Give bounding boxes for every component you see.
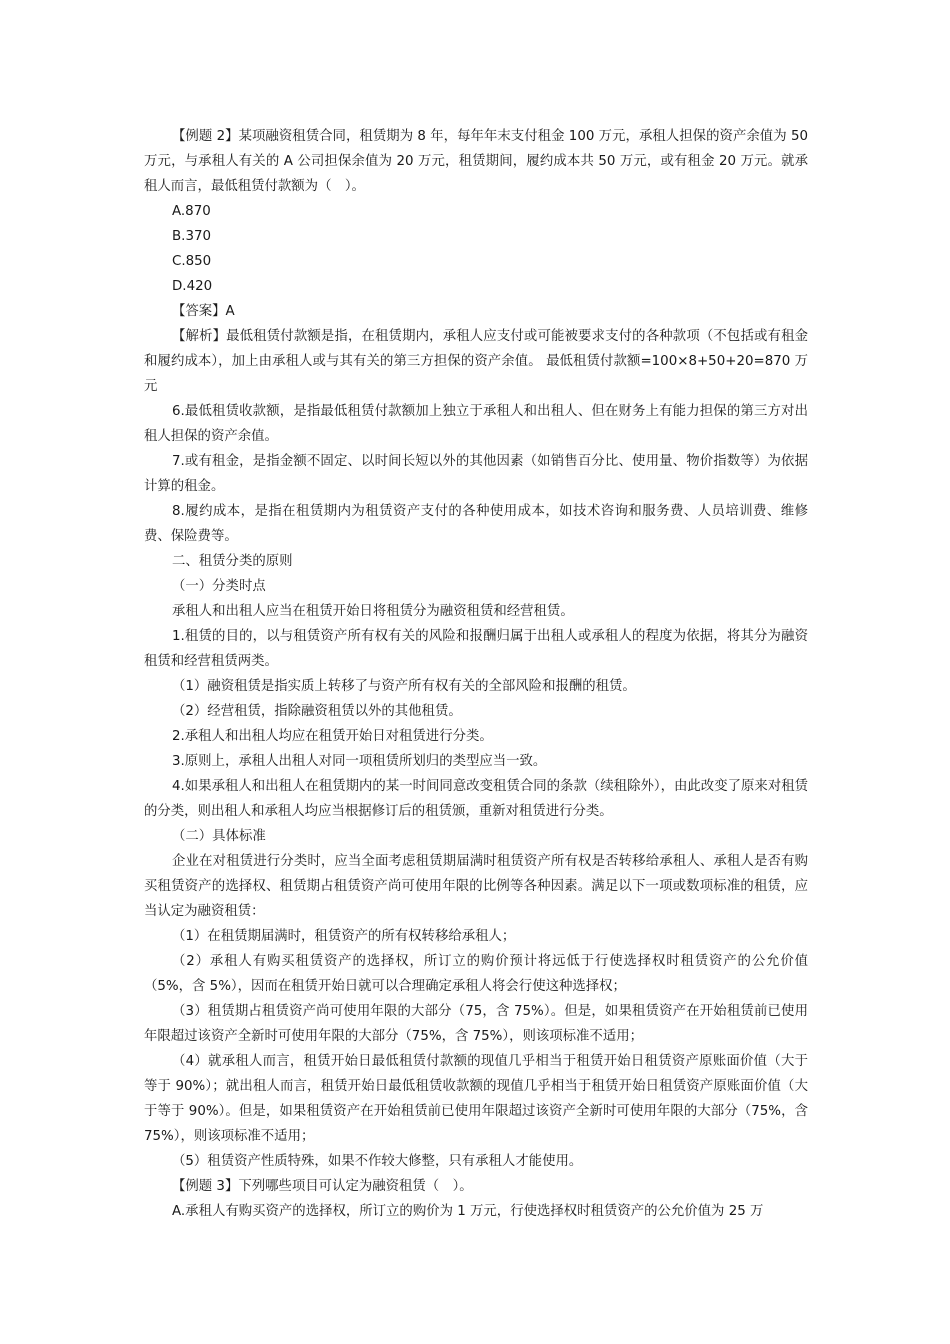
standard-2: （2）承租人有购买租赁资产的选择权，所订立的购价预计将远低于行使选择权时租赁资产的公允价值（5%，含 5%），因而在租赁开始日就可以合理确定承租人将会行使这种选择权； (144, 954, 808, 994)
definition-7: 7.或有租金，是指金额不固定、以时间长短以外的其他因素（如销售百分比、使用量、物价指数等）为依据计算的租金。 (144, 454, 808, 494)
classification-point-2: 2.承租人和出租人均应在租赁开始日对租赁进行分类。 (172, 729, 493, 744)
subsection-heading-1: （一）分类时点 (172, 579, 266, 594)
classification-point-1-1: （1）融资租赁是指实质上转移了与资产所有权有关的全部风险和报酬的租赁。 (172, 679, 636, 694)
option-a: A.870 (172, 204, 211, 219)
example-3-option-a: A.承租人有购买资产的选择权，所订立的购价为 1 万元，行使选择权时租赁资产的公允价值为 25 万 (172, 1204, 764, 1219)
classification-point-1: 1.租赁的目的，以与租赁资产所有权有关的风险和报酬归属于出租人或承租人的程度为依据，将其分为融资租赁和经营租赁两类。 (144, 629, 808, 669)
option-c: C.850 (172, 254, 212, 269)
document-page (144, 124, 808, 1224)
standards-intro: 企业在对租赁进行分类时，应当全面考虑租赁期届满时租赁资产所有权是否转移给承租人、承租人是否有购买租赁资产的选择权、租赁期占租赁资产尚可使用年限的比例等各种因素。满足以下一项或数项标准的租赁，应当认定为融资租赁： (144, 854, 808, 919)
classification-intro: 承租人和出租人应当在租赁开始日将租赁分为融资租赁和经营租赁。 (172, 604, 574, 619)
classification-point-3: 3.原则上，承租人出租人对同一项租赁所划归的类型应当一致。 (172, 754, 547, 769)
standard-3: （3）租赁期占租赁资产尚可使用年限的大部分（75，含 75%）。但是，如果租赁资产在开始租赁前已使用年限超过该资产全新时可使用年限的大部分（75%，含 75%），则该项标准不适用； (144, 1004, 808, 1044)
option-b: B.370 (172, 229, 212, 244)
definition-6: 6.最低租赁收款额，是指最低租赁付款额加上独立于承租人和出租人、但在财务上有能力担保的第三方对出租人担保的资产余值。 (144, 404, 808, 444)
option-d: D.420 (172, 279, 213, 294)
example-2-question: 【例题 2】某项融资租赁合同，租赁期为 8 年，每年年末支付租金 100 万元，承租人担保的资产余值为 50 万元，与承租人有关的 A 公司担保余值为 20 万元，租赁期间，履约成本共 50 万元，或有租金 20 万元。就承租人而言，最低租赁付款额为（ ）。 (144, 129, 808, 194)
definition-8: 8.履约成本，是指在租赁期内为租赁资产支付的各种使用成本，如技术咨询和服务费、人员培训费、维修费、保险费等。 (144, 504, 808, 544)
section-heading-2: 二、租赁分类的原则 (172, 554, 293, 569)
classification-point-1-2: （2）经营租赁，指除融资租赁以外的其他租赁。 (172, 704, 462, 719)
analysis: 【解析】最低租赁付款额是指，在租赁期内，承租人应支付或可能被要求支付的各种款项（不包括或有租金和履约成本），加上由承租人或与其有关的第三方担保的资产余值。 最低租赁付款额=100×8+50+20=870 万元 (144, 329, 808, 394)
answer: 【答案】A (172, 304, 235, 319)
subsection-heading-2: （二）具体标准 (172, 829, 266, 844)
standard-4: （4）就承租人而言，租赁开始日最低租赁付款额的现值几乎相当于租赁开始日租赁资产原账面价值（大于等于 90%）；就出租人而言，租赁开始日最低租赁收款额的现值几乎相当于租赁开始日租赁资产原账面价值（大于等于 90%）。但是，如果租赁资产在开始租赁前已使用年限超过该资产全新时可使用年限的大部分（75%，含 75%），则该项标准不适用； (144, 1054, 808, 1144)
classification-point-4: 4.如果承租人和出租人在租赁期内的某一时间同意改变租赁合同的条款（续租除外），由此改变了原来对租赁的分类，则出租人和承租人均应当根据修订后的租赁颁，重新对租赁进行分类。 (144, 779, 808, 819)
example-3-question: 【例题 3】下列哪些项目可认定为融资租赁（ ）。 (172, 1179, 473, 1194)
standard-1: （1）在租赁期届满时，租赁资产的所有权转移给承租人； (172, 929, 516, 944)
standard-5: （5）租赁资产性质特殊，如果不作较大修整，只有承租人才能使用。 (172, 1154, 583, 1169)
